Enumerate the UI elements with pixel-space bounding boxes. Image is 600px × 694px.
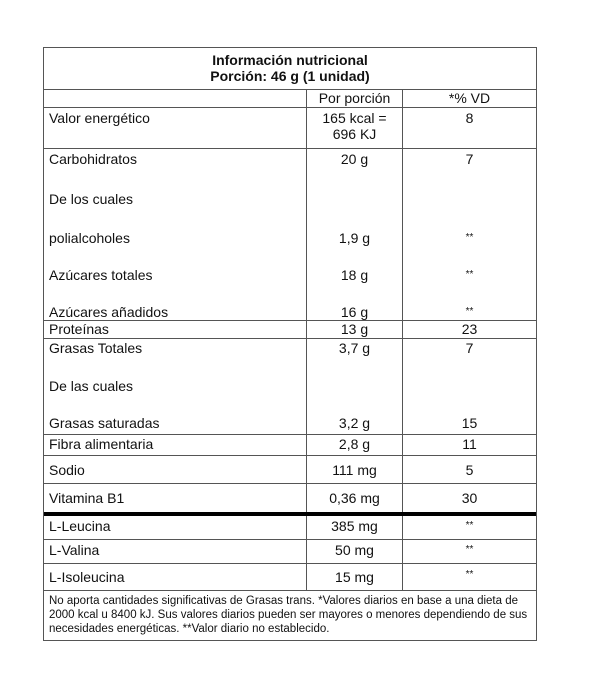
- table-header: [44, 48, 536, 90]
- table-row: [44, 564, 536, 591]
- portion-size: Porción: 46 g (1 unidad): [210, 68, 370, 84]
- row-label: L-Valina: [44, 540, 307, 563]
- row-dv: **: [465, 306, 474, 317]
- table-row: [44, 540, 536, 564]
- footnote: No aporta cantidades significativas de Grasas trans. *Valores diarios en base a una dieta de 2000 kcal u 8400 kJ. Sus valores diarios pueden ser mayores o menores dependiendo de sus necesidades energéticas. **Valor diario no establecido.: [49, 595, 528, 635]
- row-label: Azúcares añadidos: [49, 304, 169, 320]
- row-dv: 23: [461, 321, 478, 337]
- row-value: 111 mg: [307, 456, 403, 483]
- row-label: Proteínas: [44, 321, 307, 338]
- row-dv: **: [465, 520, 474, 531]
- row-value: 18 g: [340, 267, 369, 283]
- row-value: 2,8 g: [307, 435, 403, 455]
- row-dv: **: [465, 544, 474, 555]
- empty-header-cell: [44, 90, 307, 107]
- energy-kj: 696 KJ: [332, 126, 377, 142]
- row-value: 50 mg: [307, 540, 403, 563]
- row-label: Valor energético: [44, 108, 307, 148]
- row-dv: 7: [465, 340, 474, 356]
- row-dv: 30: [461, 490, 478, 506]
- row-dv: **: [465, 269, 474, 280]
- row-label: Azúcares totales: [49, 267, 153, 283]
- table-row: [44, 516, 536, 540]
- column-per-portion: Por porción: [307, 90, 403, 107]
- row-label: L-Leucina: [44, 516, 307, 539]
- carbohydrates-group: [44, 149, 536, 321]
- row-dv: 5: [465, 462, 474, 478]
- row-value: 20 g: [340, 151, 369, 167]
- row-dv: **: [465, 232, 474, 243]
- row-value: 1,9 g: [338, 230, 371, 246]
- row-value: 0,36 mg: [307, 484, 403, 512]
- row-dv: 7: [465, 151, 474, 167]
- table-row: [44, 484, 536, 516]
- table-row: [44, 435, 536, 456]
- row-label: De los cuales: [49, 191, 134, 207]
- row-label: L-Isoleucina: [44, 564, 307, 590]
- row-label: Fibra alimentaria: [44, 435, 307, 455]
- column-dv: *% VD: [448, 90, 491, 106]
- row-value: [307, 108, 403, 148]
- row-dv: 11: [462, 436, 477, 452]
- row-label: Grasas saturadas: [49, 415, 160, 431]
- table-row: [44, 108, 536, 149]
- row-label: Sodio: [44, 456, 307, 483]
- row-label: Carbohidratos: [49, 151, 137, 167]
- row-value: 3,7 g: [338, 340, 371, 356]
- row-label: Grasas Totales: [49, 340, 143, 356]
- table-title: Información nutricional: [212, 52, 368, 68]
- table-row: [44, 456, 536, 484]
- row-dv: 15: [461, 415, 478, 431]
- row-value: 385 mg: [307, 516, 403, 539]
- row-dv: 8: [465, 110, 474, 126]
- row-dv: **: [465, 569, 474, 580]
- row-value: 15 mg: [307, 564, 403, 590]
- fats-group: [44, 339, 536, 435]
- nutrition-facts-table: [43, 47, 537, 641]
- row-value: 13 g: [307, 321, 403, 338]
- row-value: 3,2 g: [338, 415, 371, 431]
- row-label: Vitamina B1: [44, 484, 307, 512]
- table-row: [44, 321, 536, 339]
- energy-kcal: 165 kcal =: [322, 110, 387, 126]
- row-label: De las cuales: [49, 378, 134, 394]
- row-value: 16 g: [340, 304, 369, 320]
- row-label: polialcoholes: [49, 230, 130, 246]
- column-header-row: [44, 90, 536, 108]
